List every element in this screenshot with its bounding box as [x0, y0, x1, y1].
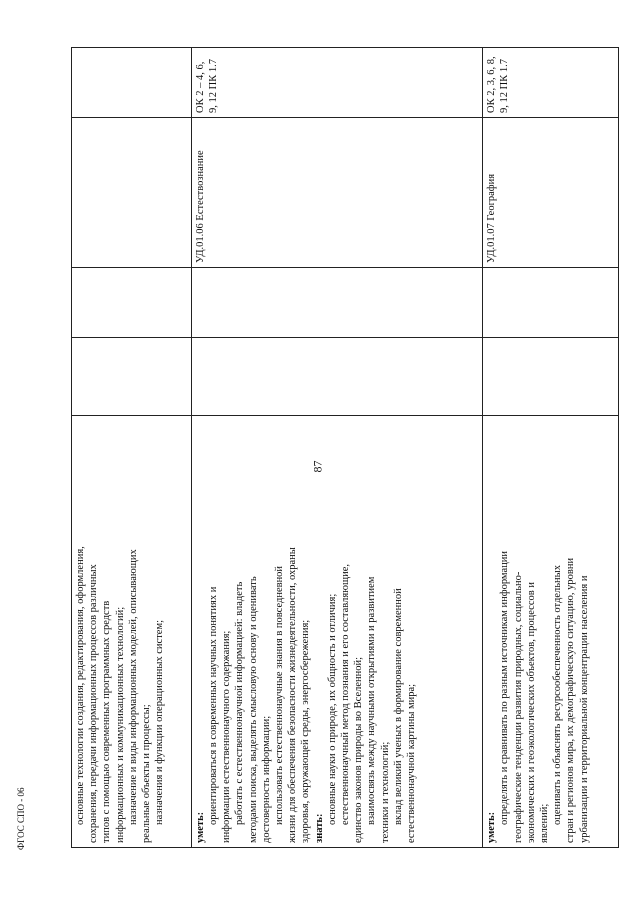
empty-cell	[191, 268, 482, 338]
content-line: информации естественнонаучного содержания;	[221, 630, 233, 843]
content-line: основные технологии создания, редактирования, оформления,	[75, 546, 86, 825]
section-label: уметь:	[486, 811, 498, 843]
empty-cell	[72, 338, 192, 416]
content-line: использовать естественнонаучные знания в повседневной	[273, 565, 285, 825]
empty-cell	[72, 268, 192, 338]
competence-table	[71, 48, 619, 848]
section-label: знать:	[313, 813, 325, 843]
discipline-cell: УД.01.07 География	[483, 118, 619, 268]
discipline-cell: УД.01.06 Естествознание	[191, 118, 482, 268]
content-line: оценивать и объяснять ресурсообеспеченность отдельных	[552, 565, 564, 825]
content-line: методами поиска, выделять смысловую основу и оценивать	[247, 576, 259, 843]
content-line: основные науки о природе, их общность и отличия;	[326, 593, 338, 825]
content-cell	[483, 416, 619, 848]
content-line: назначения и функции операционных систем;	[154, 619, 166, 825]
content-line: техники и технологий;	[379, 741, 391, 843]
content-cell	[191, 416, 482, 848]
content-line: вклад великий ученых в формирование современной	[392, 588, 404, 825]
content-line: реальные объекты и процессы;	[141, 704, 153, 843]
content-line: географические тенденции развития природных, социально-	[512, 571, 524, 843]
content-line: информационных и коммуникационных технологий;	[114, 606, 126, 843]
content-line: естественнонаучный метод познания и его составляющие,	[339, 564, 351, 825]
content-line: естественнонаучной картины мира;	[406, 683, 417, 843]
content-line: сохранения, передачи информационных процессов различных	[88, 564, 100, 843]
content-line: экономических и геоэкологических объектов, процессов и	[525, 582, 537, 843]
empty-cell	[483, 338, 619, 416]
content-line: типов с помощью современных программных средств	[101, 600, 113, 843]
content-line: назначение и виды информационных моделей, описывающих	[127, 549, 139, 825]
table-row	[191, 48, 482, 848]
content-cell	[72, 416, 192, 848]
competence-cell	[72, 48, 192, 118]
content-line: здоровья, окружающей среды, энергосбережения;	[300, 619, 312, 843]
content-line: определять и сравнивать по разным источникам информации	[499, 550, 511, 825]
section-label: уметь:	[194, 811, 206, 843]
content-line: явлений;	[538, 803, 550, 843]
content-line: работать с естественнонаучной информацией: владеть	[234, 581, 246, 825]
table-row	[483, 48, 619, 848]
table-row	[72, 48, 192, 848]
content-line: взаимосвязь между научными открытиями и развитием	[366, 576, 378, 825]
content-line: ориентироваться в современных научных понятиях и	[207, 586, 219, 825]
empty-cell	[483, 268, 619, 338]
competence-cell: ОК 2 – 4, 6, 9, 12 ПК 1.7	[191, 48, 482, 118]
discipline-cell	[72, 118, 192, 268]
page-number: 87	[310, 460, 325, 473]
content-line: жизни для обеспечения безопасности жизнедеятельности, охраны	[287, 547, 299, 843]
empty-cell	[191, 338, 482, 416]
content-line: достоверность информации;	[260, 715, 272, 843]
footer-code: ФГОС СПО - 06	[16, 787, 26, 850]
content-line: урбанизации и территориальной концентрации населения и	[578, 575, 590, 843]
competence-cell: ОК 2, 3, 6, 8, 9, 12 ПК 1.7	[483, 48, 619, 118]
content-line: стран и регионов мира, их демографическую ситуацию, уровни	[565, 557, 577, 843]
content-line: единство законов природы во Вселенной;	[353, 656, 365, 843]
